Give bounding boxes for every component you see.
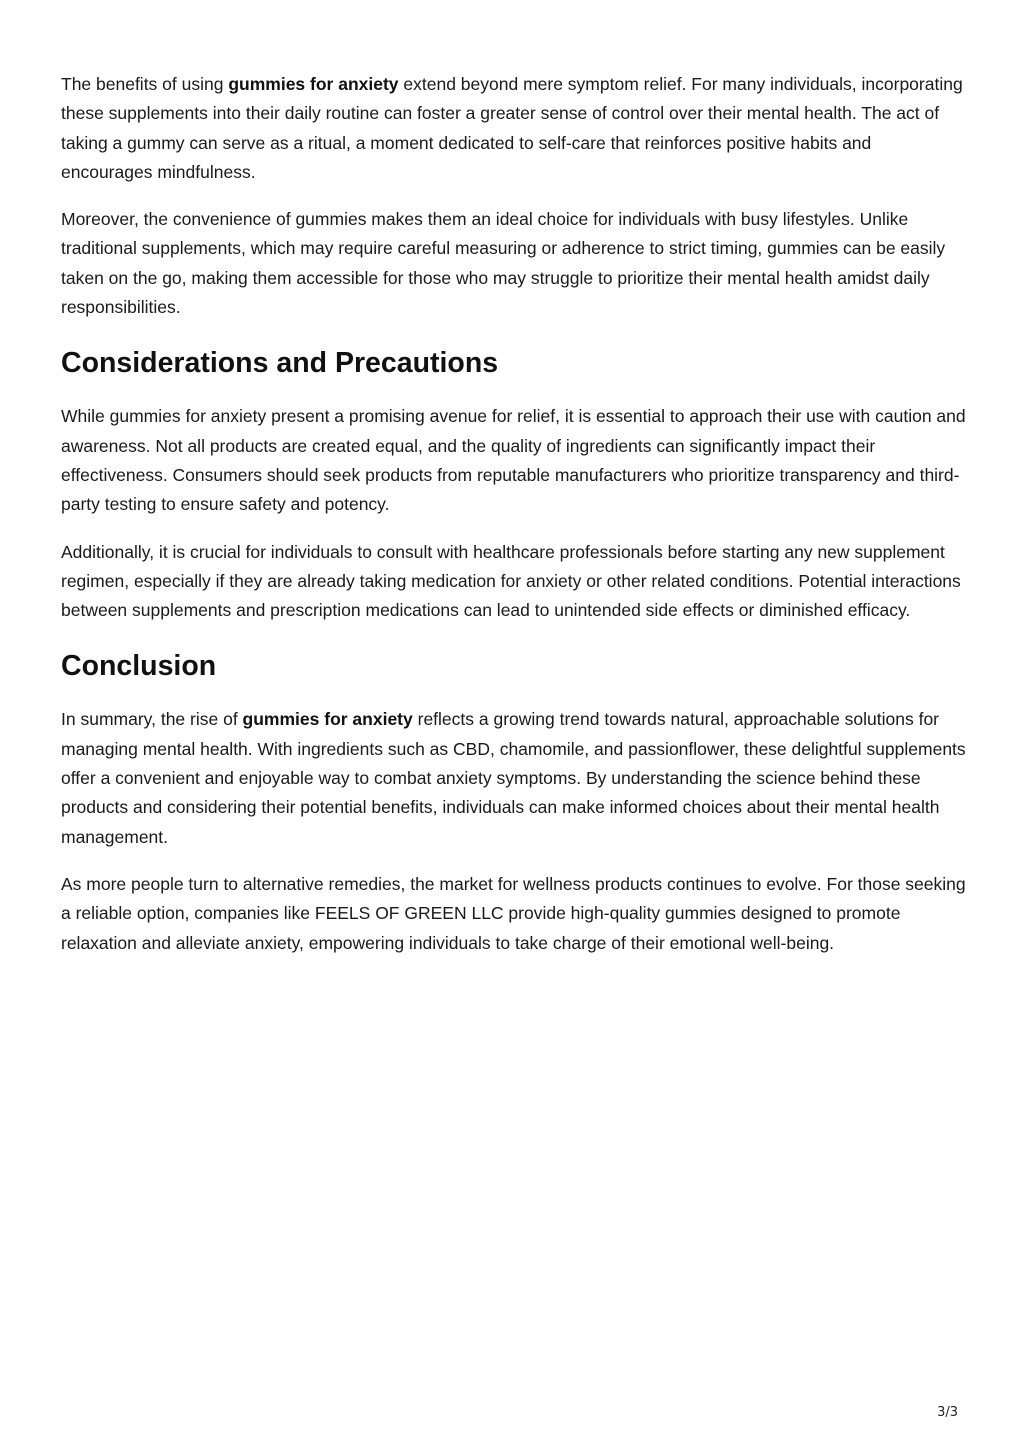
considerations-paragraph-1: While gummies for anxiety present a promising avenue for relief, it is essential to approach their use with caution and awareness. Not all products are created equal, and the quality of ingredients can significantly impact their effectiveness. Consumers should seek products from reputable manufacturers who prioritize transparency and third-party testing to ensure safety and potency.	[61, 406, 966, 515]
benefits-text-after: extend beyond mere symptom relief. For many individuals, incorporating these supplements into their daily routine can foster a greater sense of control over their mental health. The act of taking a gummy can serve as a ritual, a moment dedicated to self-care that reinforces positive habits and encourages mindfulness.	[61, 74, 963, 182]
benefits-text-before: The benefits of using	[61, 74, 229, 94]
conclusion-text-before: In summary, the rise of	[61, 709, 243, 730]
gummies-for-anxiety-keyword: gummies for anxiety	[242, 709, 413, 730]
page-number: 3/3	[937, 1405, 958, 1420]
considerations-paragraph-2: Additionally, it is crucial for individuals to consult with healthcare professionals before starting any new supplement regimen, especially if they are already taking medication for anxiety or other related conditions. Potential interactions between supplements and prescription medications can lead to unintended side effects or diminished efficacy.	[61, 541, 961, 621]
conclusion-heading: Conclusion	[61, 650, 217, 683]
conclusion-paragraph-2: As more people turn to alternative remedies, the market for wellness products continues to evolve. For those seeking a reliable option, companies like FEELS OF GREEN LLC provide high-quality gummies designed to promote relaxation and alleviate anxiety, empowering individuals to take charge of their emotional well-being.	[61, 873, 966, 953]
considerations-heading: Considerations and Precautions	[61, 347, 499, 380]
convenience-paragraph: Moreover, the convenience of gummies makes them an ideal choice for individuals with busy lifestyles. Unlike traditional supplements, which may require careful measuring or adherence to strict timing, gummies can be easily taken on the go, making them accessible for those who may struggle to prioritize their mental health amidst daily responsibilities.	[61, 209, 946, 318]
conclusion-paragraph-1	[61, 705, 966, 851]
document-page	[61, 70, 966, 976]
benefits-paragraph	[61, 70, 966, 187]
conclusion-text-after: reflects a growing trend towards natural, approachable solutions for managing mental health. With ingredients such as CBD, chamomile, and passionflower, these delightful supplements offer a convenient and enjoyable way to combat anxiety symptoms. By understanding the science behind these products and considering their potential benefits, individuals can make informed choices about their mental health management.	[61, 709, 966, 847]
gummies-for-anxiety-keyword: gummies for anxiety	[228, 74, 399, 94]
